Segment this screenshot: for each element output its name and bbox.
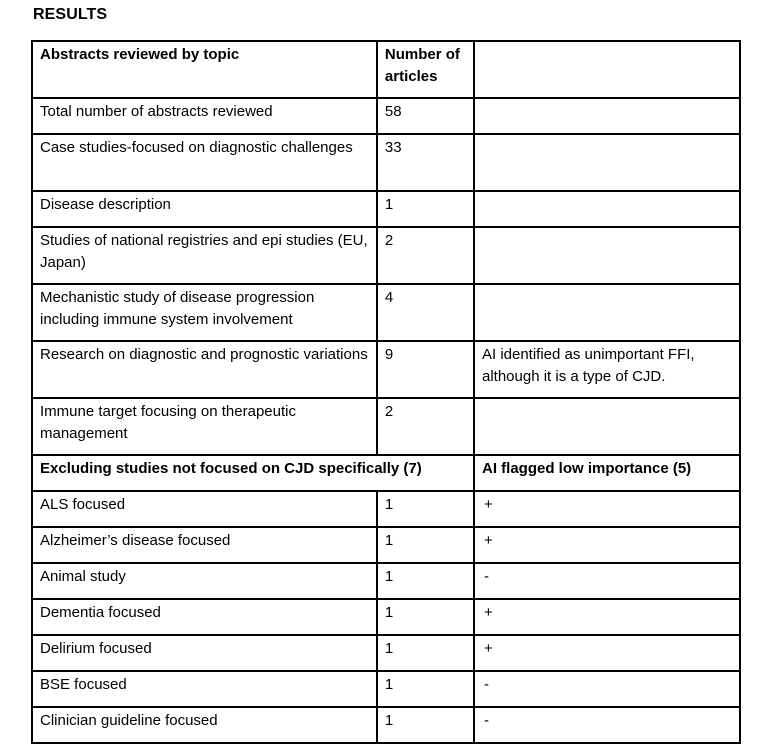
- table-row: [32, 284, 740, 341]
- excluded-count: 1: [377, 527, 474, 563]
- row-count: 58: [377, 98, 474, 134]
- table-row: [32, 134, 740, 191]
- table-row: [32, 341, 740, 398]
- excluded-flag: +: [474, 491, 740, 527]
- row-note: AI identified as unimportant FFI, although it is a type of CJD.: [474, 341, 740, 398]
- excluded-count: 1: [377, 563, 474, 599]
- excluded-flag: +: [474, 527, 740, 563]
- table-subheader-row: [32, 455, 740, 491]
- excluded-topic: Alzheimer’s disease focused: [32, 527, 377, 563]
- row-note: [474, 98, 740, 134]
- excluded-topic: Delirium focused: [32, 635, 377, 671]
- table-row: [32, 191, 740, 227]
- table-row: [32, 98, 740, 134]
- excluded-flag: +: [474, 599, 740, 635]
- row-topic: Studies of national registries and epi studies (EU, Japan): [32, 227, 377, 284]
- excluded-topic: ALS focused: [32, 491, 377, 527]
- header-count: Number of articles: [377, 41, 474, 98]
- row-topic: Case studies-focused on diagnostic challenges: [32, 134, 377, 191]
- table-row: [32, 671, 740, 707]
- row-count: 33: [377, 134, 474, 191]
- row-topic: Research on diagnostic and prognostic variations: [32, 341, 377, 398]
- row-note: [474, 191, 740, 227]
- table-row: [32, 227, 740, 284]
- row-count: 9: [377, 341, 474, 398]
- row-topic: Mechanistic study of disease progression including immune system involvement: [32, 284, 377, 341]
- row-count: 2: [377, 398, 474, 455]
- table-row: [32, 527, 740, 563]
- header-note: [474, 41, 740, 98]
- excluded-count: 1: [377, 671, 474, 707]
- table-row: [32, 599, 740, 635]
- page-title: RESULTS: [33, 6, 108, 23]
- excluded-flag: -: [474, 671, 740, 707]
- excluded-topic: Clinician guideline focused: [32, 707, 377, 743]
- excluded-topic: BSE focused: [32, 671, 377, 707]
- excluded-flag: -: [474, 563, 740, 599]
- table-header-row: [32, 41, 740, 98]
- row-topic: Total number of abstracts reviewed: [32, 98, 377, 134]
- row-note: [474, 227, 740, 284]
- row-topic: Disease description: [32, 191, 377, 227]
- excluded-count: 1: [377, 491, 474, 527]
- row-count: 2: [377, 227, 474, 284]
- excluded-topic: Animal study: [32, 563, 377, 599]
- table-row: [32, 563, 740, 599]
- header-topic: Abstracts reviewed by topic: [32, 41, 377, 98]
- row-topic: Immune target focusing on therapeutic management: [32, 398, 377, 455]
- subheader-ai-flag: AI flagged low importance (5): [474, 455, 740, 491]
- row-count: 4: [377, 284, 474, 341]
- row-note: [474, 284, 740, 341]
- table-row: [32, 398, 740, 455]
- excluded-flag: -: [474, 707, 740, 743]
- table-row: [32, 635, 740, 671]
- excluded-flag: +: [474, 635, 740, 671]
- row-count: 1: [377, 191, 474, 227]
- excluded-topic: Dementia focused: [32, 599, 377, 635]
- table-row: [32, 491, 740, 527]
- row-note: [474, 398, 740, 455]
- table-row: [32, 707, 740, 743]
- excluded-count: 1: [377, 599, 474, 635]
- excluded-count: 1: [377, 707, 474, 743]
- subheader-excluding: Excluding studies not focused on CJD specifically (7): [32, 455, 474, 491]
- excluded-count: 1: [377, 635, 474, 671]
- results-table: [31, 40, 741, 744]
- row-note: [474, 134, 740, 191]
